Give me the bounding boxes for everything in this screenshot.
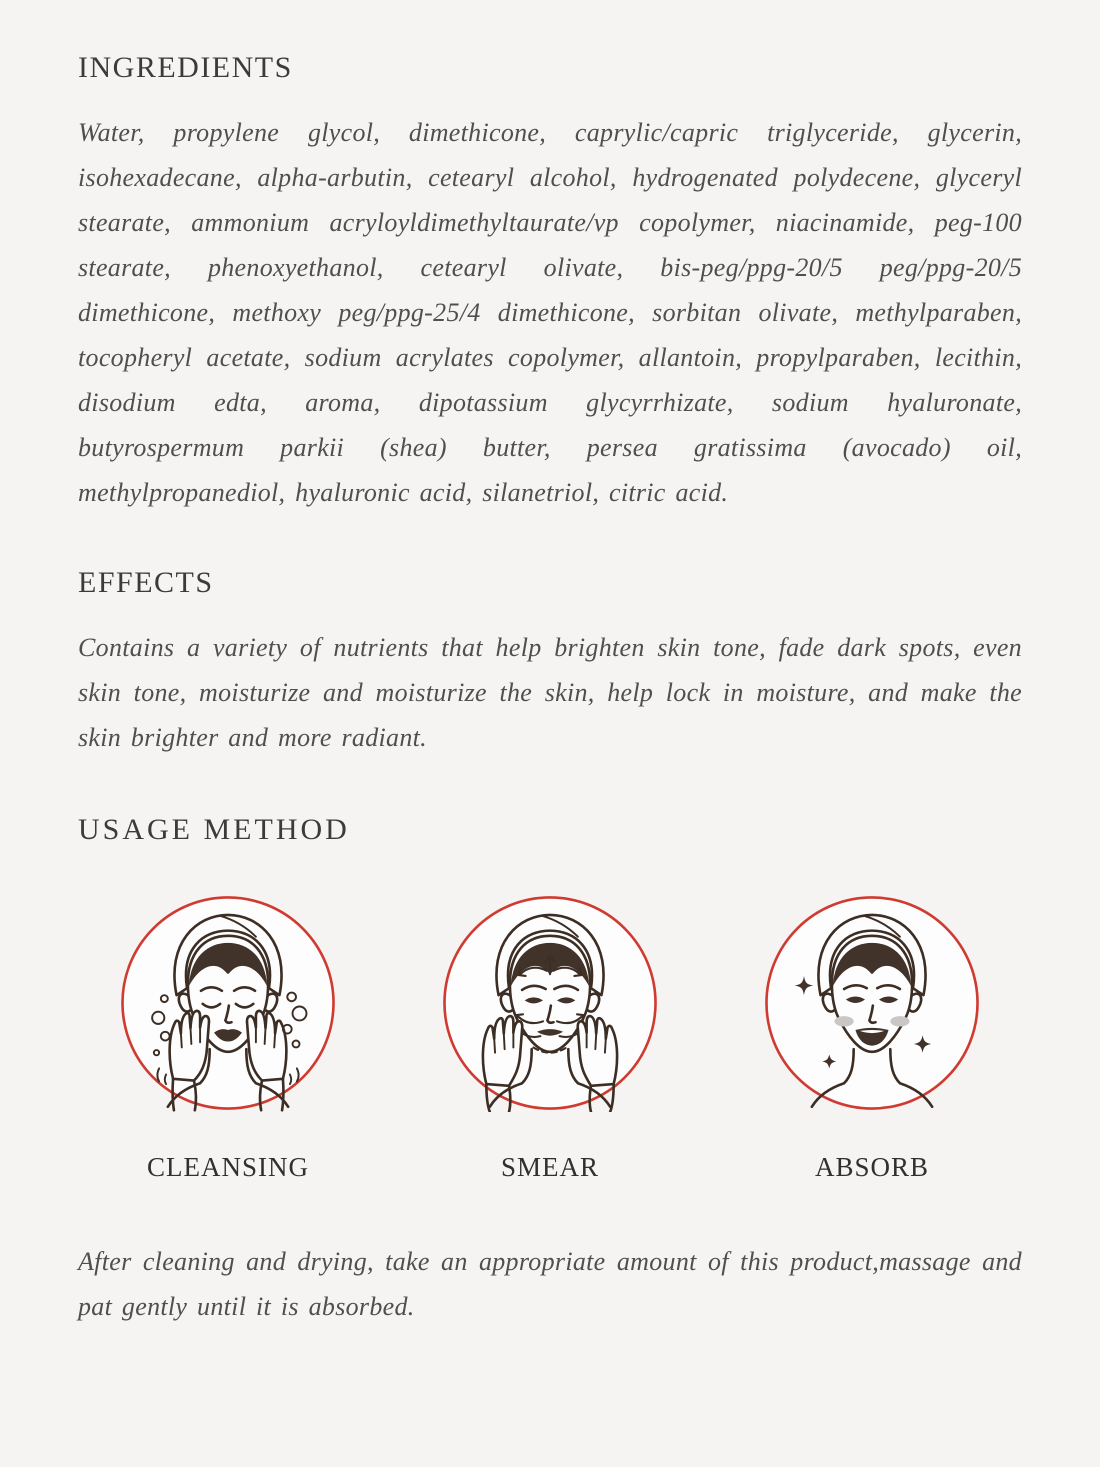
ingredients-title: INGREDIENTS [78, 51, 293, 84]
smear-illustration [441, 894, 659, 1112]
usage-step-smear [400, 894, 700, 1183]
usage-step-label-cleansing: CLEANSING [147, 1152, 309, 1182]
usage-steps-row [78, 894, 1022, 1183]
usage-step-cleansing [78, 894, 378, 1183]
cleansing-illustration [119, 894, 337, 1112]
usage-step-label-smear: SMEAR [500, 1152, 600, 1182]
usage-method-title: USAGE METHOD [78, 813, 350, 846]
effects-title: EFFECTS [78, 566, 214, 599]
absorb-illustration [763, 894, 981, 1112]
usage-step-label-absorb: ABSORB [814, 1152, 930, 1182]
usage-step-absorb [722, 894, 1022, 1183]
effects-text: Contains a variety of nutrients that help brighten skin tone, fade dark spots, even skin tone, moisturize and moisturize the skin, help lock in moisture, and make the skin brighter and more radiant. [78, 633, 1022, 752]
effects-section [78, 565, 1022, 760]
usage-note: After cleaning and drying, take an appropriate amount of this product,massage and pat gently until it is absorbed. [78, 1247, 1022, 1321]
ingredients-section [78, 50, 1022, 515]
usage-method-section [78, 812, 1022, 1329]
ingredients-text: Water, propylene glycol, dimethicone, caprylic/capric triglyceride, glycerin, isohexadecane, alpha-arbutin, cetearyl alcohol, hydrogenated polydecene, glyceryl stearate, ammonium acryloyldimethyltaurate/vp copolymer, niacinamide, peg-100 stearate, phenoxyethanol, cetearyl olivate, bis-peg/ppg-20/5 peg/ppg-20/5 dimethicone, methoxy peg/ppg-25/4 dimethicone, sorbitan olivate, methylparaben, tocopheryl acetate, sodium acrylates copolymer, allantoin, propylparaben, lecithin, disodium edta, aroma, dipotassium glycyrrhizate, sodium hyaluronate, butyrospermum parkii (shea) butter, persea gratissima (avocado) oil, methylpropanediol, hyaluronic acid, silanetriol, citric acid. [78, 118, 1022, 507]
